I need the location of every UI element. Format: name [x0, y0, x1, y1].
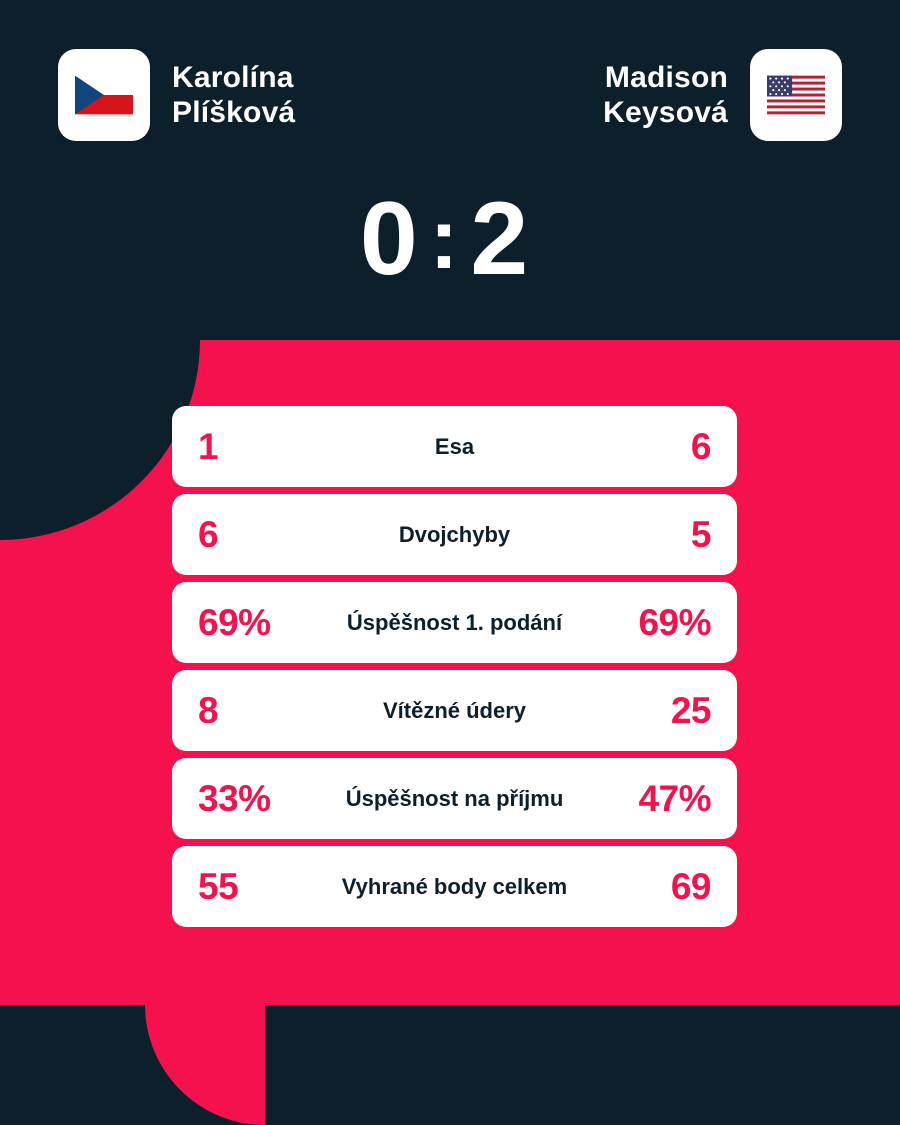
home-score: 0: [359, 181, 430, 297]
united-states-flag-icon: [750, 49, 842, 141]
away-player-name: [603, 60, 728, 130]
home-player: [58, 49, 295, 141]
stat-away-value: 47%: [638, 777, 711, 819]
stat-home-value: 1: [198, 425, 219, 467]
stat-home-value: 6: [198, 513, 219, 555]
stat-label: Úspěšnost na příjmu: [345, 785, 564, 811]
stat-row: [172, 406, 737, 487]
czech-republic-flag-icon: [58, 49, 150, 141]
stat-home-value: 8: [198, 689, 219, 731]
stat-row: [172, 494, 737, 575]
home-player-name: [172, 60, 295, 130]
stat-away-value: 25: [670, 689, 711, 731]
away-player-name-line2: Keysová: [603, 96, 728, 129]
stat-home-value: 55: [198, 865, 239, 907]
stat-away-value: 69: [670, 865, 711, 907]
away-score: 2: [470, 181, 541, 297]
away-player: [603, 49, 842, 141]
home-player-name-line1: Karolína: [172, 60, 294, 94]
stat-row: [172, 846, 737, 927]
stat-row: [172, 758, 737, 839]
away-player-name-line1: Madison: [604, 60, 728, 94]
score-separator: :: [429, 191, 471, 287]
stat-away-value: 6: [690, 425, 711, 467]
stat-away-value: 69%: [638, 601, 711, 643]
stat-label: Vyhrané body celkem: [341, 873, 568, 899]
home-player-name-line2: Plíšková: [172, 96, 296, 129]
stat-home-value: 33%: [198, 777, 271, 819]
stat-away-value: 5: [690, 513, 711, 555]
stat-label: Dvojchyby: [398, 521, 511, 547]
stat-label: Úspěšnost 1. podání: [346, 609, 563, 635]
stat-label: Esa: [434, 433, 475, 459]
accent-panel-bottom-dark: [0, 1005, 900, 1125]
match-header: [0, 0, 900, 190]
stat-home-value: 69%: [198, 601, 271, 643]
stat-row: [172, 582, 737, 663]
stats-list: [172, 406, 737, 934]
stat-row: [172, 670, 737, 751]
match-score: [0, 180, 900, 299]
stat-label: Vítězné údery: [382, 697, 527, 723]
